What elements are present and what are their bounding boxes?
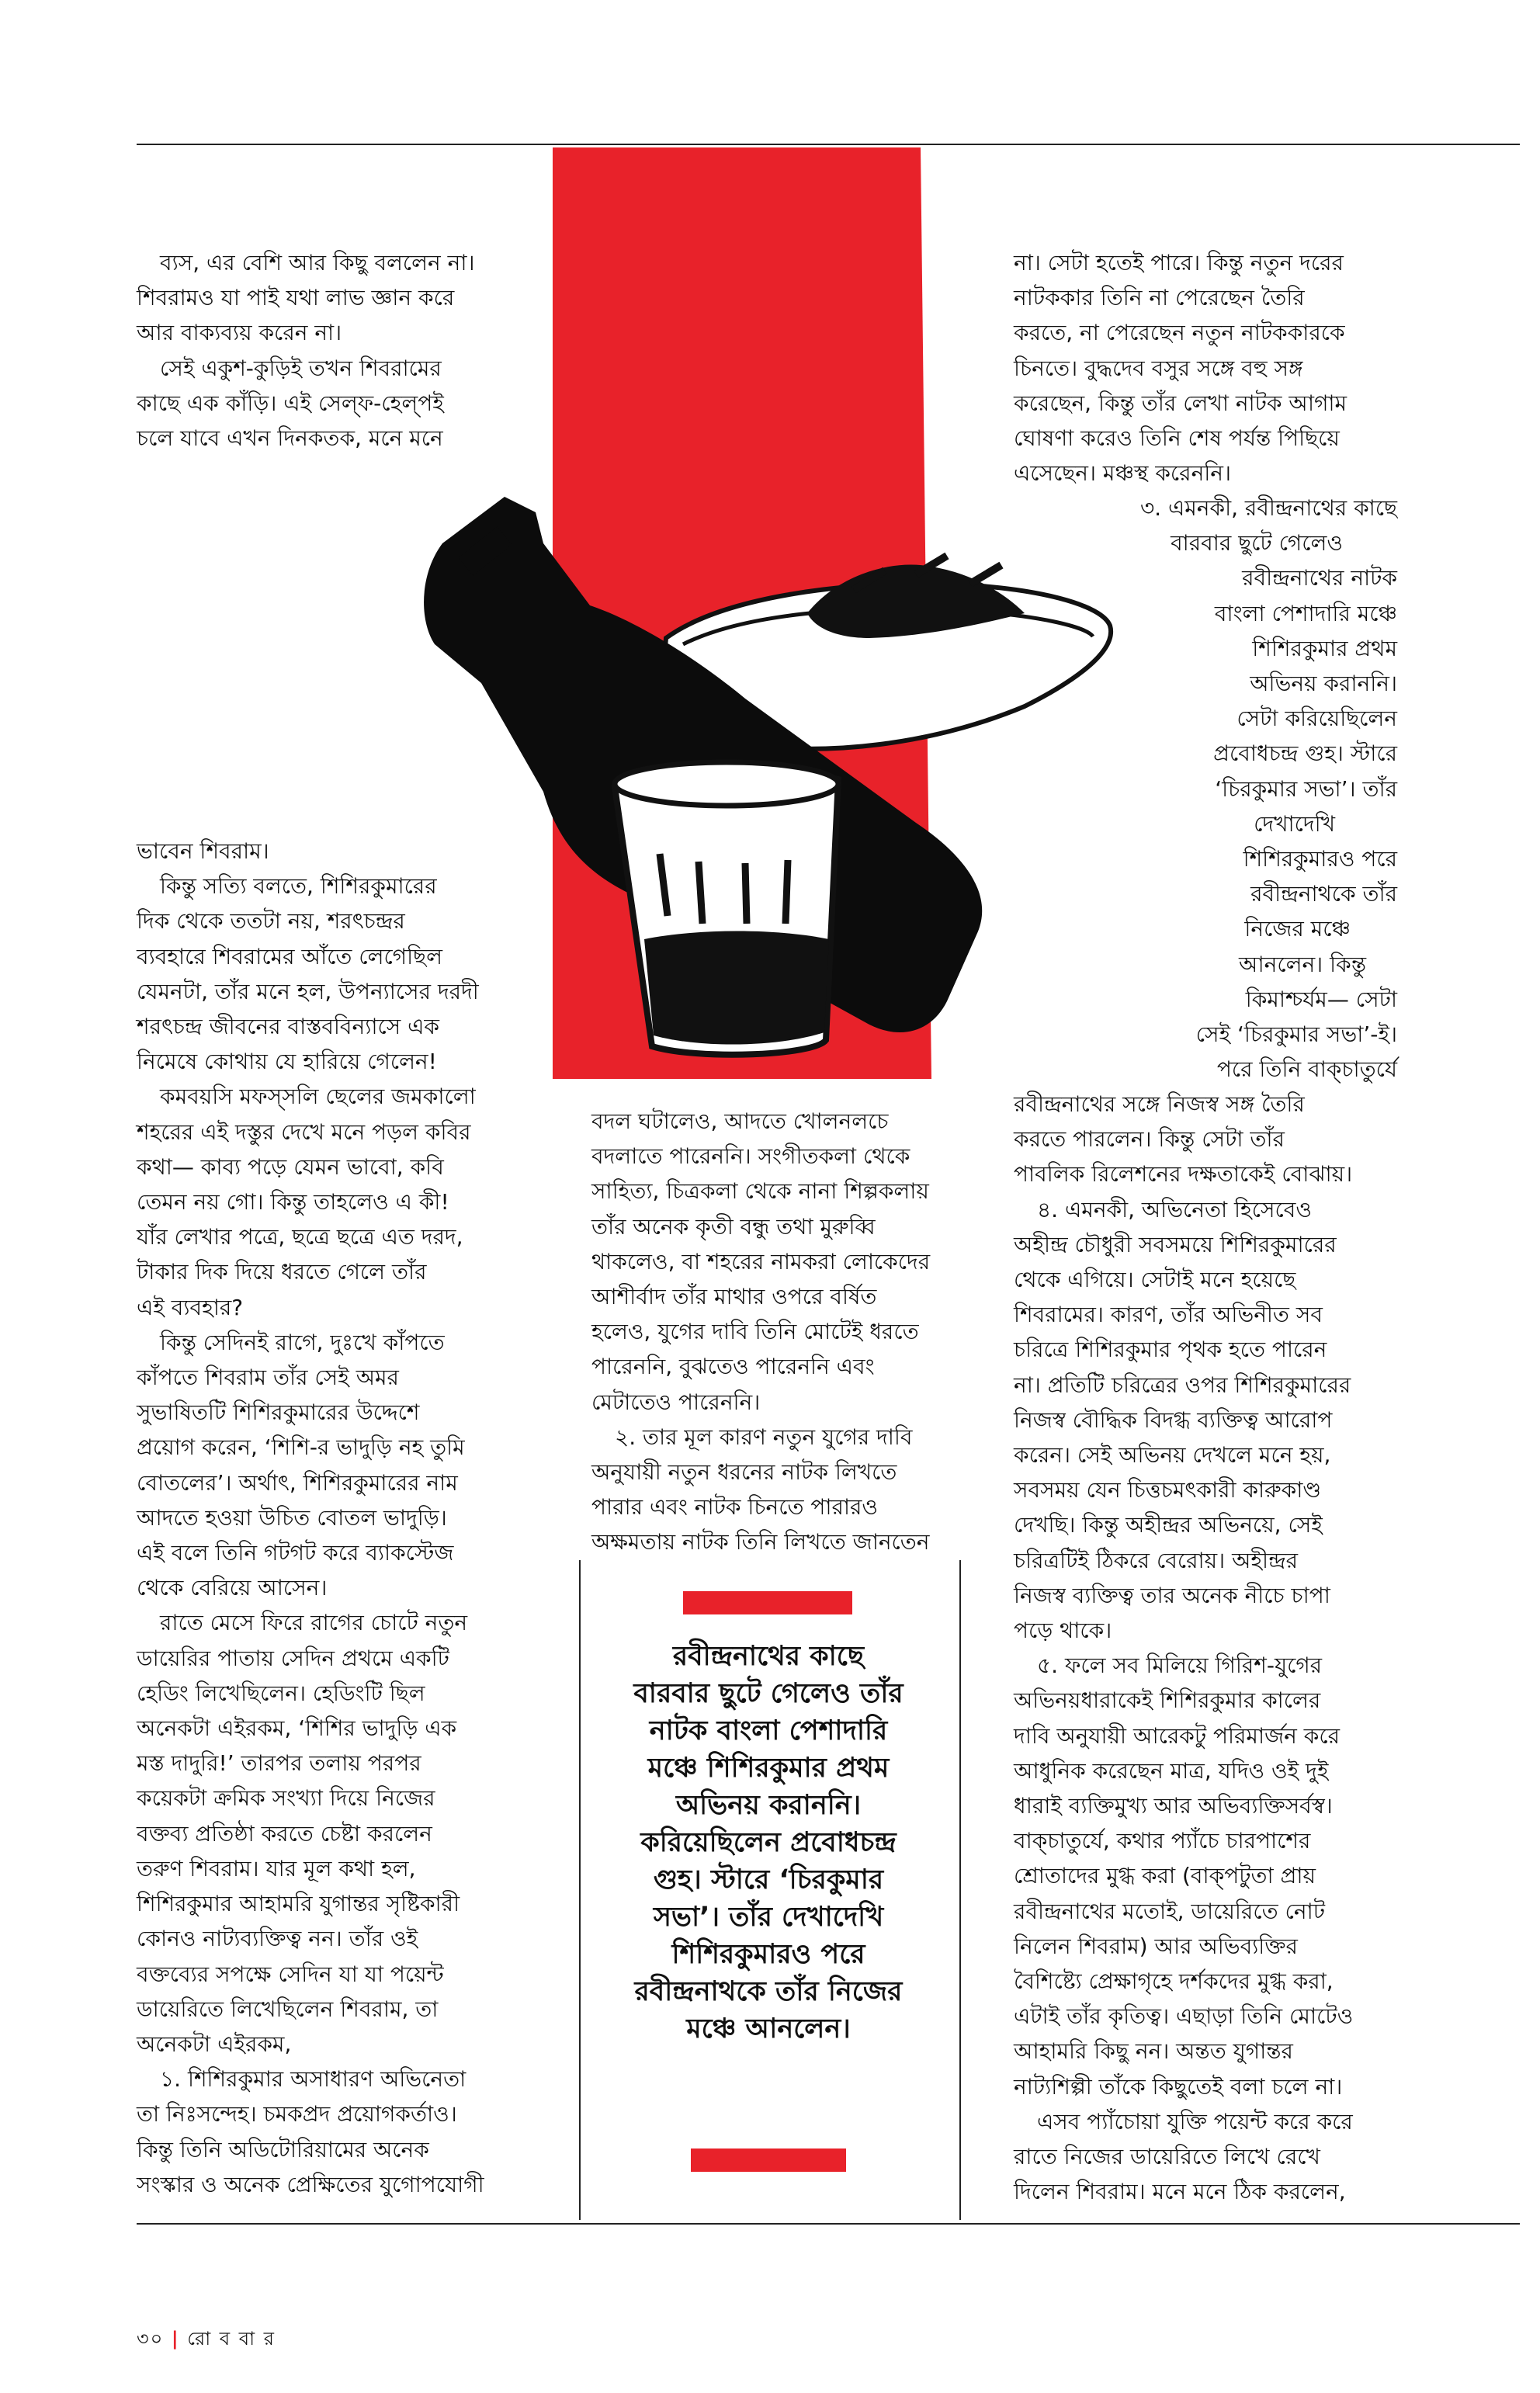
paragraph-line: পাবলিক রিলেশনের দক্ষতাকেই বোঝায়। xyxy=(1014,1161,1353,1188)
paragraph-line: অনেকটা এইরকম, xyxy=(137,2031,292,2057)
paragraph-line: ডায়েরিতে লিখেছিলেন শিবরাম, তা xyxy=(137,1996,439,2022)
paragraph-line: তা নিঃসন্দেহ। চমকপ্রদ প্রয়োগকর্তাও। xyxy=(137,2101,457,2128)
paragraph-line: চরিত্রটিই ঠিকরে বেরোয়। অহীন্দ্রর xyxy=(1014,1547,1299,1573)
paragraph-line: বক্তব্যের সপক্ষে সেদিন যা যা পয়েন্ট xyxy=(137,1961,444,1987)
paragraph-line: তাঁর অনেক কৃতী বন্ধু তথা মুরুব্বি xyxy=(591,1213,876,1240)
paragraph-line: করেছেন, কিন্তু তাঁর লেখা নাটক আগাম xyxy=(1014,390,1348,416)
paragraph-line: কোনও নাট্যব্যক্তিত্ব নন। তাঁর ওই xyxy=(137,1926,418,1952)
paragraph-line: নিমেষে কোথায় যে হারিয়ে গেলেন! xyxy=(137,1049,437,1075)
paragraph-line: তরুণ শিবরাম। যার মূল কথা হল, xyxy=(137,1855,416,1881)
pull-quote-line: অভিনয় করাননি। xyxy=(675,1790,862,1821)
paragraph-line: ধারাই ব্যক্তিমুখ্য আর অভিব্যক্তিসর্বস্ব। xyxy=(1014,1793,1333,1819)
paragraph-line: ডায়েরির পাতায় সেদিন প্রথমে একটি xyxy=(137,1645,449,1671)
paragraph-line: ২. তার মূল কারণ নতুন যুগের দাবি xyxy=(615,1424,913,1450)
paragraph-line: সেই একুশ-কুড়িই তখন শিবরামের xyxy=(160,355,442,381)
paragraph-line: অভিনয়ধারাকেই শিশিরকুমার কালের xyxy=(1014,1687,1321,1714)
paragraph-line: আধুনিক করেছেন মাত্র, যদিও ওই দুই xyxy=(1014,1757,1329,1784)
paragraph-line: বোতলের’। অর্থাৎ, শিশিরকুমারের নাম xyxy=(137,1469,458,1496)
paragraph-line: ৩. এমনকী, রবীন্দ্রনাথের কাছে xyxy=(1139,495,1397,521)
paragraph-line: নিজের মঞ্চে xyxy=(1244,916,1351,942)
paragraph-line: চলে যাবে এখন দিনকতক, মনে মনে xyxy=(137,425,443,452)
pull-quote-line: রবীন্দ্রনাথের কাছে xyxy=(672,1641,865,1672)
page-folio xyxy=(137,2325,276,2356)
paragraph-line: বারবার ছুটে গেলেও xyxy=(1171,530,1343,557)
paragraph-line: না। প্রতিটি চরিত্রের ওপর শিশিরকুমারের xyxy=(1014,1372,1351,1398)
paragraph-line: যেমনটা, তাঁর মনে হল, উপন্যাসের দরদী xyxy=(137,978,479,1004)
pull-quote-line: সভা’। তাঁর দেখাদেখি xyxy=(653,1902,884,1933)
paragraph-line: পারার এবং নাটক চিনতে পারারও xyxy=(591,1494,879,1521)
paragraph-line: সেটা করিয়েছিলেন xyxy=(1237,706,1397,732)
paragraph-line: সবসময় যেন চিত্তচমৎকারী কারুকাণ্ড xyxy=(1014,1477,1322,1503)
paragraph-line: সুভাষিতটি শিশিরকুমারের উদ্দেশে xyxy=(137,1399,420,1426)
paragraph-line: শ্রোতাদের মুগ্ধ করা (বাক্‌পটুতা প্রায় xyxy=(1014,1863,1316,1889)
paragraph-line: ৪. এমনকী, অভিনেতা হিসেবেও xyxy=(1037,1196,1312,1223)
paragraph-line: দেখাদেখি xyxy=(1254,810,1335,837)
paragraph-line: অক্ষমতায় নাটক তিনি লিখতে জানতেন xyxy=(591,1529,930,1555)
paragraph-line: করতে পারলেন। কিন্তু সেটা তাঁর xyxy=(1014,1126,1285,1153)
paragraph-line: নাটককার তিনি না পেরেছেন তৈরি xyxy=(1014,285,1305,311)
column-right-bottom xyxy=(1014,1087,1515,2210)
paragraph-line: অভিনয় করাননি। xyxy=(1250,671,1397,697)
paragraph-line: ১. শিশিরকুমার অসাধারণ অভিনেতা xyxy=(160,2066,467,2093)
paragraph-line: সেই ‘চিরকুমার সভা’-ই। xyxy=(1195,1021,1397,1048)
paragraph-line: তেমন নয় গো। কিন্তু তাহলেও এ কী! xyxy=(137,1189,449,1216)
paragraph-line: দাবি অনুযায়ী আরেকটু পরিমার্জন করে xyxy=(1014,1722,1340,1749)
column-left-top xyxy=(137,245,548,456)
paragraph-line: হেডিং লিখেছিলেন। হেডিংটি ছিল xyxy=(137,1680,425,1706)
paragraph-line: রাতে মেসে ফিরে রাগের চোটে নতুন xyxy=(160,1610,468,1636)
paragraph-line: কয়েকটা ক্রমিক সংখ্যা দিয়ে নিজের xyxy=(137,1785,435,1812)
paragraph-line: শরৎচন্দ্র জীবনের বাস্তববিন্যাসে এক xyxy=(137,1014,440,1040)
paragraph-line: রবীন্দ্রনাথের মতোই, ডায়েরিতে নোট xyxy=(1014,1898,1325,1924)
pull-quote xyxy=(602,1638,935,2048)
paragraph-line: বদলাতে পারেননি। সংগীতকলা থেকে xyxy=(591,1143,910,1170)
paragraph-line: আনলেন। কিন্তু xyxy=(1238,951,1366,977)
paragraph-line: এসব প্যাঁচোয়া যুক্তি পয়েন্ট করে করে xyxy=(1037,2108,1353,2135)
paragraph-line: বাংলা পেশাদারি মঞ্চে xyxy=(1214,600,1397,626)
paragraph-line: কমবয়সি মফস্‌সলি ছেলের জমকালো xyxy=(160,1084,476,1110)
paragraph-line: কাছে এক কাঁড়ি। এই সেল্‌ফ-হেল্‌পই xyxy=(137,390,444,416)
paragraph-line: অহীন্দ্র চৌধুরী সবসময়ে শিশিরকুমারের xyxy=(1014,1231,1337,1257)
paragraph-line: প্রয়োগ করেন, ‘শিশি-র ভাদুড়ি নহ তুমি xyxy=(137,1434,465,1461)
paragraph-line: পড়ে থাকে। xyxy=(1014,1618,1112,1644)
paragraph-line: শিবরামও যা পাই যথা লাভ জ্ঞান করে xyxy=(137,285,455,311)
paragraph-line: দিলেন শিবরাম। মনে মনে ঠিক করলেন, xyxy=(1014,2179,1346,2205)
paragraph-line: আদতে হওয়া উচিত বোতল ভাদুড়ি। xyxy=(137,1504,447,1531)
paragraph-line: ‘চিরকুমার সভা’। তাঁর xyxy=(1215,775,1397,802)
paragraph-line: কথা— কাব্য পড়ে যেমন ভাবো, কবি xyxy=(137,1153,444,1180)
paragraph-line: শিবরামের। কারণ, তাঁর অভিনীত সব xyxy=(1014,1302,1323,1328)
paragraph-line: নিলেন শিবরাম) আর অভিব্যক্তির xyxy=(1014,1933,1298,1959)
paragraph-line: থেকে বেরিয়ে আসেন। xyxy=(137,1575,328,1601)
paragraph-line: বাক্‌চাতুর্যে, কথার প্যাঁচে চারপাশের xyxy=(1014,1828,1311,1854)
paragraph-line: নিজস্ব বৌদ্ধিক বিদগ্ধ ব্যক্তিত্ব আরোপ xyxy=(1014,1406,1333,1433)
paragraph-line: এই ব্যবহার? xyxy=(137,1294,244,1320)
paragraph-line: সংস্কার ও অনেক প্রেক্ষিতের যুগোপযোগী xyxy=(137,2171,484,2197)
paragraph-line: শহরের এই দস্তুর দেখে মনে পড়ল কবির xyxy=(137,1118,471,1145)
paragraph-line: শিশিরকুমারও পরে xyxy=(1243,846,1397,872)
paragraph-line: বৈশিষ্ট্যে প্রেক্ষাগৃহে দর্শকদের মুগ্ধ করা, xyxy=(1014,1968,1334,1995)
pull-quote-top-bar xyxy=(683,1591,852,1614)
paragraph-line: রাতে নিজের ডায়েরিতে লিখে রেখে xyxy=(1014,2144,1320,2170)
pull-quote-bottom-bar xyxy=(691,2148,846,2172)
paragraph-line: ব্যস, এর বেশি আর কিছু বললেন না। xyxy=(160,250,475,276)
paragraph-line: পারেননি, বুঝতেও পারেননি এবং xyxy=(591,1354,875,1380)
page-number: ৩০ xyxy=(137,2328,165,2350)
paragraph-line: অনেকটা এইরকম, ‘শিশির ভাদুড়ি এক xyxy=(137,1715,457,1742)
paragraph-line: আশীর্বাদ তাঁর মাথার ওপরে বর্ষিত xyxy=(591,1284,877,1310)
paragraph-line: কিন্তু সেদিনই রাগে, দুঃখে কাঁপতে xyxy=(160,1329,445,1355)
paragraph-line: কিমাশ্চর্যম— সেটা xyxy=(1245,986,1397,1012)
paragraph-line: হলেও, যুগের দাবি তিনি মোটেই ধরতে xyxy=(591,1319,919,1345)
paragraph-line: বদল ঘটালেও, আদতে খোলনলচে xyxy=(591,1108,889,1134)
paragraph-line: কিন্তু তিনি অডিটোরিয়ামের অনেক xyxy=(137,2136,429,2162)
paragraph-line: ৫. ফলে সব মিলিয়ে গিরিশ-যুগের xyxy=(1037,1653,1323,1679)
paragraph-line: এটাই তাঁর কৃতিত্ব। এছাড়া তিনি মোটেও xyxy=(1014,2003,1354,2030)
paragraph-line: করেন। সেই অভিনয় দেখলে মনে হয়, xyxy=(1014,1442,1331,1469)
paragraph-line: চরিত্রে শিশিরকুমার পৃথক হতে পারেন xyxy=(1014,1337,1327,1363)
paragraph-line: মেটাতেও পারেননি। xyxy=(591,1389,761,1415)
pull-quote-line: মঞ্চে শিশিরকুমার প্রথম xyxy=(647,1753,890,1784)
section-name: রো ব বা র xyxy=(187,2328,276,2350)
paragraph-line: টাকার দিক দিয়ে ধরতে গেলে তাঁর xyxy=(137,1259,427,1285)
pull-quote-line: শিশিরকুমারও পরে xyxy=(671,1939,865,1970)
pull-quote-line: রবীন্দ্রনাথকে তাঁর নিজের xyxy=(634,1976,903,2007)
paragraph-line: করতে, না পেরেছেন নতুন নাটককারকে xyxy=(1014,320,1345,346)
paragraph-line: অনুযায়ী নতুন ধরনের নাটক লিখতে xyxy=(591,1459,897,1486)
paragraph-line: না। সেটা হতেই পারে। কিন্তু নতুন দরের xyxy=(1014,250,1344,276)
paragraph-line: যাঁর লেখার পত্রে, ছত্রে ছত্রে এত দরদ, xyxy=(137,1224,463,1250)
column-left-bottom xyxy=(137,834,556,2202)
pull-quote-line: মঞ্চে আনলেন। xyxy=(686,2013,851,2044)
paragraph-line: রবীন্দ্রনাথকে তাঁর xyxy=(1250,881,1397,907)
paragraph-line: শিশিরকুমার প্রথম xyxy=(1252,635,1397,661)
paragraph-line: আর বাক্যব্যয় করেন না। xyxy=(137,320,342,346)
paragraph-line: পরে তিনি বাক্‌চাতুর্যে xyxy=(1216,1056,1397,1083)
paragraph-line: শিশিরকুমার আহামরি যুগান্তর সৃষ্টিকারী xyxy=(137,1891,460,1917)
column-middle xyxy=(591,1104,956,1560)
pull-quote-line: বারবার ছুটে গেলেও তাঁর xyxy=(633,1678,904,1709)
paragraph-line: ব্যবহারে শিবরামের আঁতে লেগেছিল xyxy=(137,943,442,969)
paragraph-line: দিক থেকে ততটা নয়, শরৎচন্দ্রর xyxy=(137,908,405,935)
paragraph-line: ভাবেন শিবরাম। xyxy=(137,838,269,864)
paragraph-line: নাট্যশিল্পী তাঁকে কিছুতেই বলা চলে না। xyxy=(1014,2073,1343,2100)
paragraph-line: এসেছেন। মঞ্চস্থ করেননি। xyxy=(1014,460,1232,487)
paragraph-line: কিন্তু সত্যি বলতে, শিশিরকুমারের xyxy=(160,873,437,900)
paragraph-line: রবীন্দ্রনাথের নাটক xyxy=(1242,565,1397,591)
paragraph-line: বক্তব্য প্রতিষ্ঠা করতে চেষ্টা করলেন xyxy=(137,1820,432,1847)
pull-quote-line: নাটক বাংলা পেশাদারি xyxy=(649,1715,888,1746)
paragraph-line: আহামরি কিছু নন। অন্তত যুগান্তর xyxy=(1014,2038,1293,2065)
paragraph-line: প্রবোধচন্দ্র গুহ। স্টারে xyxy=(1213,740,1397,767)
pull-quote-line: গুহ। স্টারে ‘চিরকুমার xyxy=(653,1864,884,1895)
paragraph-line: দেখছি। কিন্তু অহীন্দ্রর অভিনয়ে, সেই xyxy=(1014,1512,1323,1538)
paragraph-line: ঘোষণা করেও তিনি শেষ পর্যন্ত পিছিয়ে xyxy=(1014,425,1340,452)
paragraph-line: কাঁপতে শিবরাম তাঁর সেই অমর xyxy=(137,1365,399,1391)
pull-quote-line: করিয়েছিলেন প্রবোধচন্দ্র xyxy=(640,1827,897,1858)
paragraph-line: রবীন্দ্রনাথের সঙ্গে নিজস্ব সঙ্গ তৈরি xyxy=(1014,1091,1305,1117)
paragraph-line: মস্ত দাদুরি!’ তারপর তলায় পরপর xyxy=(137,1750,421,1777)
paragraph-line: চিনতে। বুদ্ধদেব বসুর সঙ্গে বহু সঙ্গ xyxy=(1014,355,1303,381)
paragraph-line: সাহিত্য, চিত্রকলা থেকে নানা শিল্পকলায় xyxy=(591,1178,929,1205)
paragraph-line: এই বলে তিনি গটগট করে ব্যাকস্টেজ xyxy=(137,1540,454,1566)
column-right-wrap xyxy=(1014,491,1397,1087)
paragraph-line: থাকলেও, বা শহরের নামকরা লোকেদের xyxy=(591,1248,931,1275)
paragraph-line: থেকে এগিয়ে। সেটাই মনে হয়েছে xyxy=(1014,1267,1296,1293)
paragraph-line: নিজস্ব ব্যক্তিত্ব তার অনেক নীচে চাপা xyxy=(1014,1582,1330,1608)
folio-separator: | xyxy=(171,2328,180,2350)
column-right-top xyxy=(1014,245,1515,491)
glass xyxy=(615,762,838,1055)
